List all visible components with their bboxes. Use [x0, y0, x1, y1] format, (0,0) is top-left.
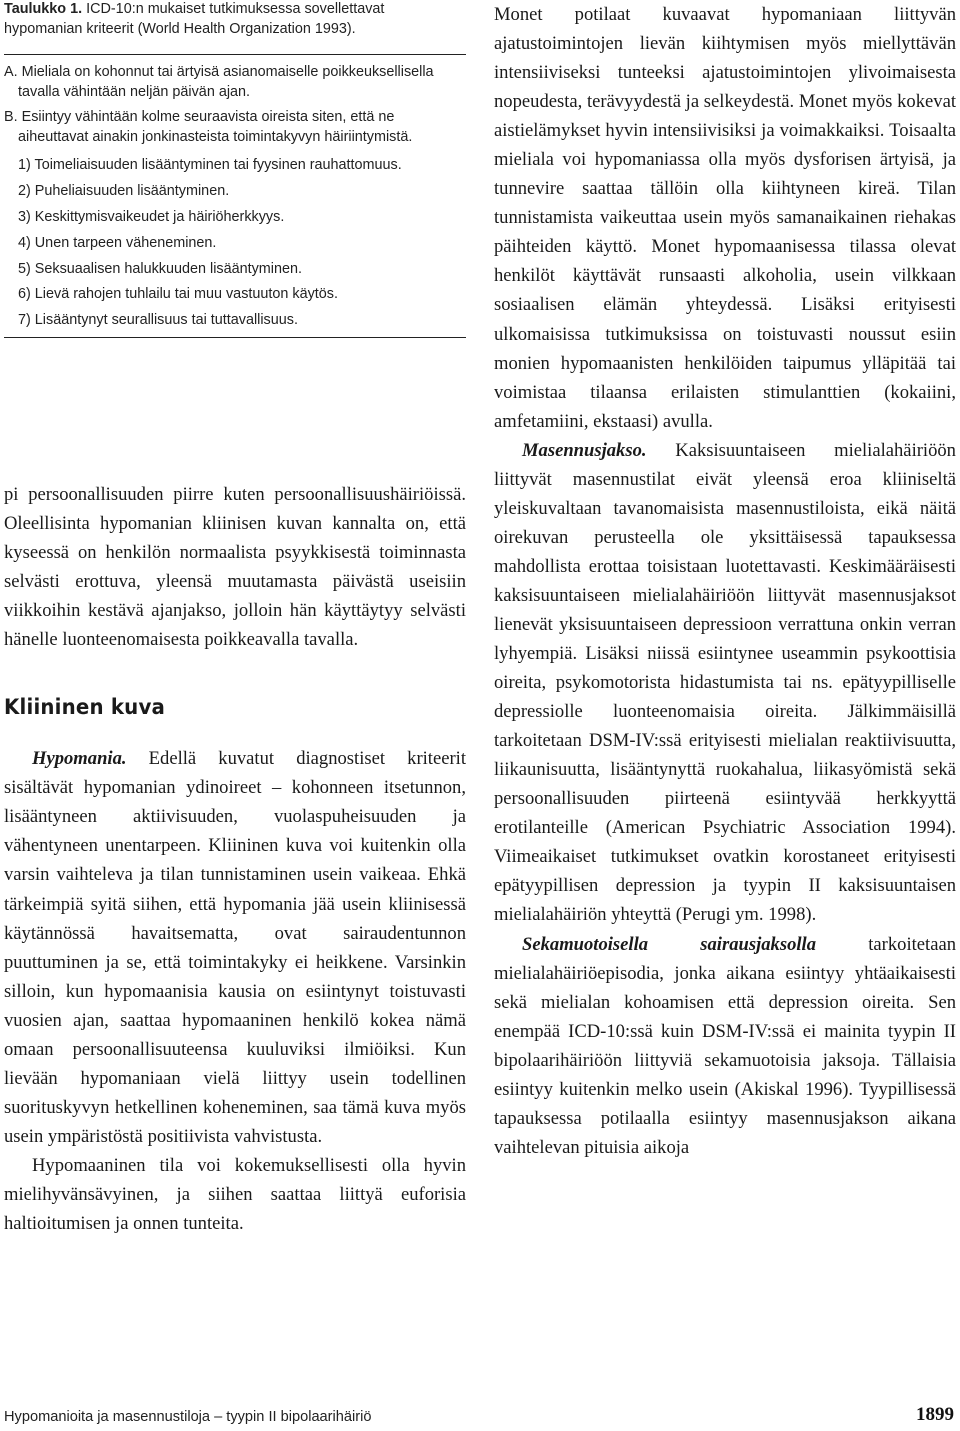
section-heading: Kliininen kuva [4, 695, 166, 721]
criterion-item: 1) Toimeliaisuuden lisääntyminen tai fyysinen rauhattomuus. [18, 156, 402, 173]
paragraph: pi persoonallisuuden piirre kuten persoonallisuushäiriöissä. Oleellisinta hypomanian kliinisen kuvan kannalta on, että kyseessä on henkilön normaalista psyykkisestä toiminnasta selvästi erottuva, yleensä muutamasta päivästä useisiin viikkoihin kestävä ajanjakso, jolloin hän käyttäytyy selvästi hänelle luonteenomaisesta poikkeavalla tavalla. [4, 484, 466, 651]
criterion-item: 6) Lievä rahojen tuhlailu tai muu vastuuton käytös. [18, 286, 338, 303]
criterion-item: 7) Lisääntynyt seurallisuus tai tuttavallisuus. [18, 312, 298, 329]
table-caption: ICD-10:n mukaiset tutkimuksessa sovellettavat hypomanian kriteerit (World Health Organization 1993). [4, 1, 385, 37]
paragraph [494, 436, 956, 930]
criterion-item: 3) Keskittymisvaikeudet ja häiriöherkkyys. [18, 208, 285, 225]
run-in-heading: Hypomania. [32, 748, 127, 770]
left-column-body [4, 480, 466, 1238]
page-number: 1899 [916, 1404, 954, 1425]
criterion-item: 5) Seksuaalisen halukkuuden lisääntyminen. [18, 260, 302, 277]
right-column-body [494, 0, 956, 1162]
run-in-heading: Masennusjakso. [522, 439, 647, 461]
criterion-item: 4) Unen tarpeen väheneminen. [18, 234, 217, 251]
paragraph [4, 744, 466, 1151]
table-label: Taulukko 1. [4, 1, 83, 17]
table-top-rule [4, 54, 466, 55]
paragraph: Monet potilaat kuvaavat hypomaniaan liittyvän ajatustoimintojen lievän kiihtymisen myös miellyttävän intensiiviseksi tunteeksi ajatustoimintojen ylivoimaisesta nopeudesta, terävyydestä ja selkeydestä. Monet myös kokevat aistielämykset hyvin intensiivisiksi ja voimakkaiksi. Toisaalta mieliala voi hypomaniassa olla myös dysforisen ärtyisä, ja tunnevire saattaa tällöin olla kiihtyneen kireä. Tilan tunnistamista vaikeuttaa usein myös samanaikainen riehakas päihteiden käyttö. Monet hypomaanisessa tilassa olevat henkilöt käyttävät runsaasti alkoholia, usein vilkkaan sosiaalisen elämän yhteydessä. Lisäksi erityisesti ulkomaisissa tutkimuksissa on toistuvasti noussut esiin monien hypomaanisten henkilöiden taipumus ylläpitää tai voimistaa tilaansa erilaisten stimulanttien (kokaiini, amfetamiini, ekstaasi) avulla. [494, 4, 956, 432]
table-bottom-rule [4, 337, 466, 338]
paragraph [494, 930, 956, 1162]
criterion-a: A. Mieliala on kohonnut tai ärtyisä asianomaiselle poikkeuksellisella tavalla vähintään neljän päivän ajan. [4, 64, 434, 100]
paragraph-text: tarkoitetaan mielialahäiriöepisodia, jonka aikana esiintyy yhtäaikaisesti sekä mielialan kohoamisen että depression oireita. Sen enempää ICD-10:ssä kuin DSM-IV:ssä ei mainita tyypin II bipolaarihäiriöön liittyviä sekamuotoisia jaksoja. Tällaisia esiintyy kuitenkin melko usein (Akiskal 1996). Tyypillisessä tapauksessa potilaalla esiintyy masennusjakson aikana vaihtelevan pituisia aikoja [494, 933, 956, 1158]
paragraph-text: Edellä kuvatut diagnostiset kriteerit sisältävät hypomanian ydinoireet – kohonneen itsetunnon, lisääntyneen aktiivisuuden, vuolaspuheisuuden ja vähentyneen unentarpeen. Kliininen kuva voi kuitenkin olla varsin vaihteleva ja tilan tunnistaminen usein vaikeaa. Ehkä tärkeimpiä syitä siihen, että hypomania jää usein kliinisessä käytännössä havaitsematta, ovat sairaudentunnon puuttuminen ja se, että toimintakyky ei heikkene. Varsinkin silloin, kun hypomaanisia kausia on esiintynyt toistuvasti vuosien ajan, saattaa hypomaaninen henkilö kokea nämä omaan persoonallisuuteensa kuuluviksi ilmiöiksi. Kun lievään hypomaniaan vielä liittyy usein todellinen suorituskyvyn hetkellinen koheneminen, saa tämä kuva myös usein ympäristöstä positiivista vahvistusta. [4, 748, 467, 1147]
running-footer-title: Hypomanioita ja masennustiloja – tyypin II bipolaarihäiriö [4, 1409, 372, 1425]
paragraph: Hypomaaninen tila voi kokemuksellisesti olla hyvin mielihyvänsävyinen, ja siihen saattaa liittyä euforisia haltioitumisen ja onnen tunteita. [4, 1154, 466, 1235]
run-in-heading: Sekamuotoisella sairausjaksolla [522, 933, 816, 955]
criterion-b-items [18, 156, 466, 332]
criterion-b: B. Esiintyy vähintään kolme seuraavista oireista siten, että ne aiheuttavat ainakin jonkinasteista toimintakyvyn häiriintymistä. [4, 109, 413, 145]
criterion-item: 2) Puheliaisuuden lisääntyminen. [18, 182, 230, 199]
table-1 [4, 0, 466, 338]
table-title [4, 0, 466, 39]
paragraph-text: Kaksisuuntaiseen mielialahäiriöön liittyvät masennustilat eivät yleensä eroa kliiniseltä yleiskuvaltaan tavanomaisista masennustiloista, eikä näitä oirekuvan perusteella ole yksittäisessä tapauksessa mahdollista erottaa toisistaan luotettavasti. Keskimääräisesti kaksisuuntaiseen mielialahäiriöön liittyvät masennusjaksot lienevät yksisuuntaiseen depressioon verrattuna onkin verran lyhyempiä. Lisäksi niissä esiintynee useammin psykoottisia oireita, psykomotorista hidastumista tai ns. epätyypilliselle depressiolle luonteenomaisia oireita. Jälkimmäisillä tarkoitetaan DSM-IV:ssä erityisesti mielialan reaktiivisuutta, liikaunisuutta, lisääntynyttä ruokahalua, liikasyömistä sekä persoonallisuuden piirteenä esiintyvää herkkyyttä erotilanteille (American Psychiatric Association 1994). Viimeaikaiset tutkimukset ovatkin korostaneet erityisesti epätyypillisen depression ja tyypin II kaksisuuntaisen mielialahäiriön yhteyttä (Perugi ym. 1998). [494, 439, 956, 926]
